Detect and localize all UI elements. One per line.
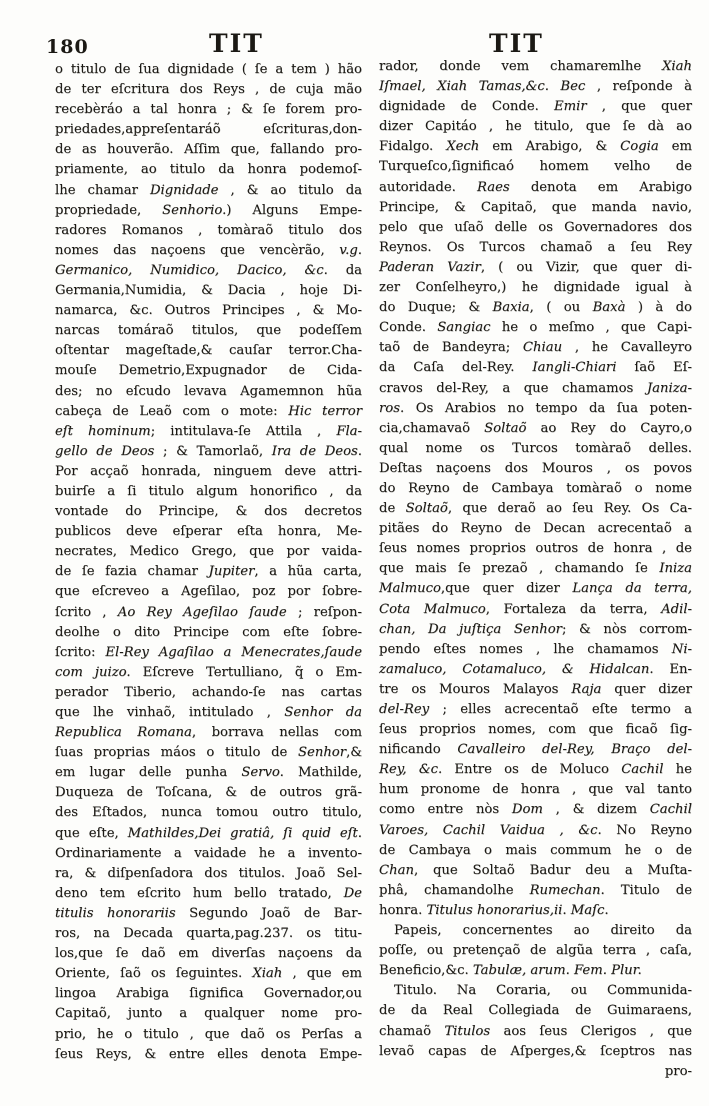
text-line: Fidalgo. Xech em Arabigo, & Cogia em [379,139,692,155]
text-line: que mais ſe prezaõ , chamando ſe Iniza [379,561,692,577]
text-line: ſeus proprios nomes, com que ficaõ ſig- [379,722,692,738]
text-line: taõ de Bandeyra; Chiau , he Cavalleyro [379,340,692,356]
text-line: nomes das naçoens que vencèrão, v.g. [55,242,362,258]
text-line: ſuas proprias máos o titulo de Senhor,& [55,745,362,761]
catchword: pro- [664,1063,692,1079]
text-line: que eſcreveo a Ageſilao, poz por ſobre- [55,584,362,600]
text-line: del-Rey ; elles acrecentaõ eſte termo a [379,702,692,717]
text-line: pitães do Reyno de Decan acrecentaõ a [379,521,692,537]
running-head-left: TIT [209,29,264,58]
text-line: ſcrito: El-Rey Agaſilao a Menecrates,ſaude [55,644,362,660]
text-line: Ordinariamente a vaidade he a invento- [55,845,362,861]
text-line: Papeis, concernentes ao direito da [394,923,692,939]
text-line: nificando Cavalleiro del-Rey, Braço del- [379,742,693,758]
text-line: los,que ſe daõ em diverſas naçoens da [55,946,362,962]
text-line: Duqueza de Toſcana, & de outros grã- [55,785,362,801]
text-line: da Caſa del-Rey. Iangli-Chiari ſaõ Eſ- [379,360,692,376]
text-line: de as houverão. Aſſim que, fallando pro- [55,142,362,158]
text-line: Principe, & Capitaõ, que manda navio, [379,199,692,215]
text-line: phâ, chamandolhe Rumechan. Titulo de [379,882,693,898]
text-line: tre os Mouros Malayos Raja quer dizer [379,681,692,697]
text-line: Germanico, Numidico, Dacico, &c. da [55,262,362,278]
text-line: Reynos. Os Turcos chamaõ a ſeu Rey [379,239,692,255]
text-line: Conde. Sangiac he o meſmo , que Capi- [379,320,692,336]
page-number: 180 [46,36,89,58]
text-line: Oriente, ſaõ os ſeguintes. Xiah , que em [55,966,362,982]
text-line: rador, donde vem chamaremlhe Xiah [379,59,692,74]
text-line: chamaõ Titulos aos ſeus Clerigos , que [379,1023,692,1039]
text-line: Rey, &c. Entre os de Moluco Cachil he [379,762,692,778]
text-line: Germania,Numidia, & Dacia , hoje Di- [55,283,362,299]
text-line: honra. Titulus honorarius,ii. Maſc. [379,902,609,918]
text-line: mouſe Demetrio,Expugnador de Cida- [55,363,362,379]
text-line: publicos deve eſperar eſta honra, Me- [55,524,362,540]
text-line: Capitaõ, junto a qualquer nome pro- [55,1006,362,1022]
text-line: eſt hominum; intitulava-ſe Attila , Fla- [55,423,362,439]
running-head-right: TIT [489,29,544,58]
text-column-left [55,60,362,1065]
text-line: poſſe, ou pretençaõ de algũa terra , caſa, [379,943,692,959]
text-line: cia,chamavaõ Soltaõ ao Rey do Cayro,o [379,420,692,436]
text-line: Cota Malmuco, Fortaleza da terra, Adil- [379,601,692,617]
text-line: lhe chamar Dignidade , & ao titulo da [55,182,363,198]
text-line: Paderan Vazir, ( ou Vizir, que quer di- [379,259,692,275]
text-line: de da Real Collegiada de Guimaraens, [379,1003,692,1019]
text-line: Por acçaõ honrada, ninguem deve attri- [55,463,362,479]
text-line: que lhe vinhaõ, intitulado , Senhor da [55,705,362,720]
text-line: buirſe a ſi titulo algum honorifico , da [55,483,362,499]
text-line: titulis honorariis Segundo Joaõ de Bar- [55,905,362,921]
text-line: Turqueſco,ſignificaó homem velho de [379,159,692,175]
text-line: necrates, Medico Grego, que por vaida- [55,544,362,560]
text-line: priedades,appreſentaráõ eſcrituras,don- [55,122,362,138]
text-line: recebèráo a tal honra ; & ſe forem pro- [55,102,362,118]
text-line: o titulo de ſua dignidade ( ſe a tem ) hão [55,62,362,77]
text-line: de Cambaya o mais commum he o de [379,842,692,858]
text-line: propriedade, Senhorio.) Alguns Empe- [55,202,362,218]
text-line: deolhe o dito Principe com eſte ſobre- [55,624,362,640]
text-line: narcas tomáraõ titulos, que podeſſem [55,323,362,339]
text-line: Deſtas naçoens dos Mouros , os povos [379,460,692,476]
text-line: cravos del-Rey, a que chamamos Janiza- [379,380,692,396]
text-line: namarca, &c. Outros Principes , & Mo- [55,303,362,319]
text-line: Beneficio,&c. Tabulæ, arum. Fem. Plur. [379,963,642,979]
text-line: ſeus Reys, & entre elles denota Empe- [55,1046,362,1062]
text-line: Iſmael, Xiah Tamas,&c. Bec , reſponde à [379,79,692,95]
text-line: hum pronome de honra , que val tanto [379,782,692,798]
text-line: ra, & diſpenſadora dos titulos. Joaõ Sel- [55,865,362,881]
text-line: Republica Romana, borrava nellas com [55,725,363,741]
text-line: cabeça de Leaõ com o mote: Hic terror [55,403,362,419]
text-line: levaõ capas de Aſperges,& ſceptros nas [379,1043,692,1059]
text-line: autoridade. Raes denota em Arabigo [379,179,692,195]
text-line: oſtentar mageſtade,& cauſar terror.Cha- [55,343,362,359]
text-line: des Eſtados, nunca tomou outro titulo, [55,805,362,821]
text-line: zer Conſelheyro,) he dignidade igual à [379,280,692,296]
text-line: deno tem eſcrito hum bello tratado, De [55,885,362,901]
text-line: des; no eſcudo levava Agamemnon hũa [55,383,362,399]
text-line: chan, Da juſtiça Senhor; & nòs corrom- [379,621,692,637]
text-line: vontade do Principe, & dos decretos [55,504,362,520]
text-line: qual nome os Turcos tomàraõ delles. [379,440,692,456]
text-line: ſeus nomes proprios outros de honra , de [379,541,692,557]
text-line: dignidade de Conde. Emir , que quer [379,99,692,115]
text-line: ſcrito , Ao Rey Ageſilao ſaude ; reſpon- [55,604,363,620]
text-line: dizer Capitáo , he titulo, que ſe dà ao [379,119,692,135]
text-line: do Duque; & Baxia, ( ou Baxà ) à do [379,300,692,316]
text-line: Chan, que Soltaõ Badur deu a Muſta- [379,862,692,878]
text-line: que eſte, Mathildes,Dei gratiâ, ſi quid eſt. [55,825,362,841]
text-line: priamente, ao titulo da honra podemoſ- [55,162,362,178]
text-column-right [379,57,692,1082]
text-line: ros. Os Arabios no tempo da ſua poten- [379,400,692,416]
text-line: radores Romanos , tomàraõ titulo dos [55,222,362,238]
text-line: Titulo. Na Coraria, ou Communida- [394,983,692,999]
text-line: ros, na Decada quarta,pag.237. os titu- [55,926,362,942]
text-line: de ſe fazia chamar Jupiter, a hũa carta, [55,564,363,580]
text-line: pendo eſtes nomes , lhe chamamos Ni- [379,641,692,657]
text-line: de Soltaõ, que deraõ ao ſeu Rey. Os Ca- [379,501,692,517]
text-line: zamaluco, Cotamaluco, & Hidalcan. En- [379,661,692,677]
text-line: Varoes, Cachil Vaidua , &c. No Reyno [379,822,692,838]
text-line: do Reyno de Cambaya tomàraõ o nome [379,480,692,496]
text-line: como entre nòs Dom , & dizem Cachil [379,802,692,818]
text-line: em lugar delle punha Servo. Mathilde, [55,765,362,781]
text-line: perador Tiberio, achando-ſe nas cartas [55,684,362,700]
text-line: pelo que uſaõ delle os Governadores dos [379,219,692,235]
text-line: com juizo. Eſcreve Tertulliano, q̃ o Em- [55,664,362,680]
text-line: lingoa Arabiga ſignifica Governador,ou [55,986,362,1002]
text-line: de ter eſcritura dos Reys , de cuja mão [55,82,362,98]
text-line: gello de Deos ; & Tamorlaõ, Ira de Deos. [55,443,362,459]
text-line: Malmuco,que quer dizer Lança da terra, [379,581,692,597]
text-line: prio, he o titulo , que daõ os Perſas a [55,1026,362,1042]
